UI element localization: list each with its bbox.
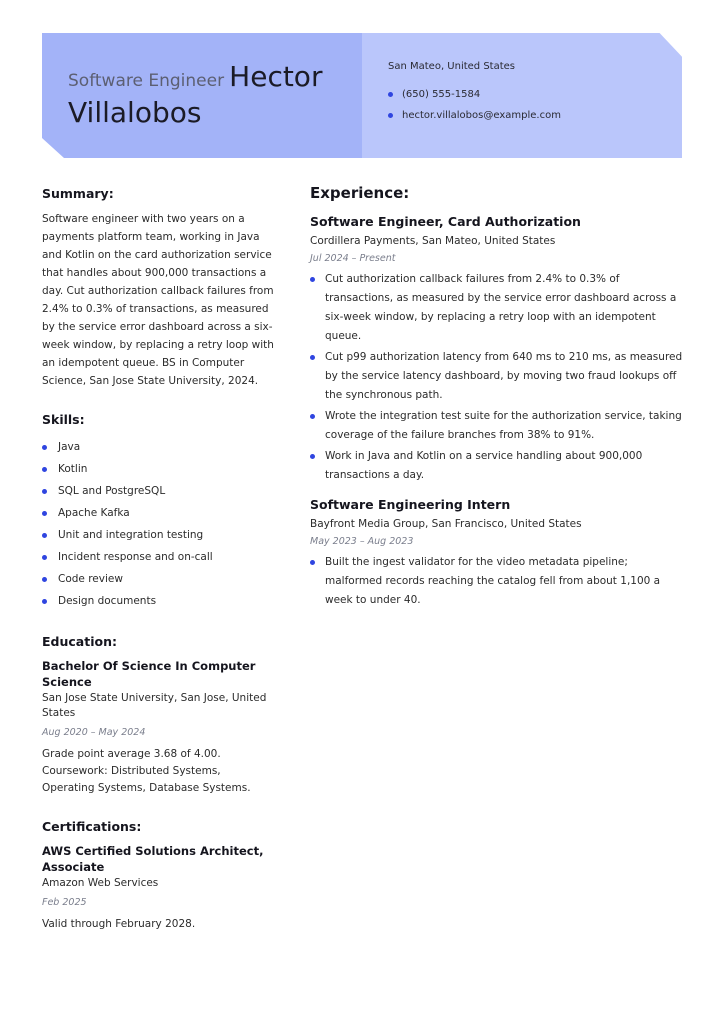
bullet-dot-icon — [42, 489, 47, 494]
job-bullets — [310, 270, 685, 485]
job-bullet — [310, 407, 685, 445]
degree-title: Bachelor Of Science In Computer Science — [42, 659, 256, 689]
education-details: Grade point average 3.68 of 4.00. Coursework: Distributed Systems, Operating Systems, Database Systems. — [42, 748, 251, 794]
email-row — [388, 105, 561, 126]
phone-row — [388, 84, 561, 105]
job-bullet — [310, 270, 685, 346]
job-role: Software Engineer — [68, 71, 225, 91]
job-dates: May 2023 – Aug 2023 — [310, 536, 414, 547]
certification-issuer: Amazon Web Services — [42, 877, 159, 889]
skills-section — [42, 412, 274, 612]
job-entry — [310, 213, 685, 485]
job-bullets — [310, 553, 685, 610]
skill-item — [42, 480, 274, 502]
job-bullet-text: Work in Java and Kotlin on a service handling about 900,000 transactions a day. — [325, 450, 643, 481]
bullet-dot-icon — [42, 511, 47, 516]
summary-section — [42, 186, 274, 390]
skill-item — [42, 458, 274, 480]
job-bullet-text: Cut p99 authorization latency from 640 ms to 210 ms, as measured by the service latency dashboard, by moving two fraud lookups off the synchronous path. — [325, 351, 683, 401]
job-bullet-text: Cut authorization callback failures from 2.4% to 0.3% of transactions, as measured by the service error dashboard across a six-week window, by replacing a retry loop with an idempotent queue. — [325, 273, 677, 342]
education-heading: Education: — [42, 634, 117, 649]
bullet-dot-icon — [310, 560, 315, 565]
skill-label: Design documents — [58, 595, 157, 607]
bullet-dot-icon — [310, 355, 315, 360]
skill-item — [42, 436, 274, 458]
skill-item — [42, 590, 274, 612]
job-title: Software Engineer, Card Authorization — [310, 214, 581, 229]
job-dates: Jul 2024 – Present — [310, 253, 396, 264]
bullet-dot-icon — [388, 92, 393, 97]
bullet-dot-icon — [42, 577, 47, 582]
name-block — [68, 61, 353, 132]
skill-item — [42, 568, 274, 590]
certification-date: Feb 2025 — [42, 897, 87, 908]
job-entry — [310, 496, 685, 610]
bullet-dot-icon — [42, 467, 47, 472]
job-bullet — [310, 553, 685, 610]
candidate-name: Hector Villalobos — [68, 60, 323, 129]
summary-heading: Summary: — [42, 186, 114, 201]
job-bullet-text: Built the ingest validator for the video metadata pipeline; malformed records reaching the catalog fell from about 1,100 a week to under 40. — [325, 556, 661, 606]
bullet-dot-icon — [388, 113, 393, 118]
skill-item — [42, 502, 274, 524]
skill-label: Incident response and on-call — [58, 551, 213, 563]
location: San Mateo, United States — [388, 61, 516, 72]
skills-list — [42, 436, 274, 612]
skill-item — [42, 524, 274, 546]
job-company: Cordillera Payments, San Mateo, United States — [310, 235, 556, 247]
right-column — [310, 184, 685, 612]
skill-label: Unit and integration testing — [58, 529, 204, 541]
education-dates: Aug 2020 – May 2024 — [42, 727, 146, 738]
certifications-section — [42, 819, 274, 933]
skill-item — [42, 546, 274, 568]
bullet-dot-icon — [42, 555, 47, 560]
job-bullet-text: Wrote the integration test suite for the authorization service, taking coverage of the failure branches from 38% to 91%. — [325, 410, 682, 441]
job-bullet — [310, 447, 685, 485]
skill-label: Java — [58, 441, 81, 453]
school-name: San Jose State University, San Jose, United States — [42, 692, 267, 719]
certification-title: AWS Certified Solutions Architect, Associate — [42, 844, 264, 874]
job-title: Software Engineering Intern — [310, 497, 511, 512]
experience-heading: Experience: — [310, 184, 410, 202]
certification-details: Valid through February 2028. — [42, 918, 196, 930]
bullet-dot-icon — [42, 533, 47, 538]
bullet-dot-icon — [42, 445, 47, 450]
contact-info — [388, 61, 561, 126]
skill-label: Code review — [58, 573, 123, 585]
bullet-dot-icon — [42, 599, 47, 604]
bullet-dot-icon — [310, 277, 315, 282]
bullet-dot-icon — [310, 454, 315, 459]
job-company: Bayfront Media Group, San Francisco, United States — [310, 518, 582, 530]
skill-label: Kotlin — [58, 463, 88, 475]
skill-label: Apache Kafka — [58, 507, 130, 519]
job-bullet — [310, 348, 685, 405]
left-column — [42, 186, 274, 933]
certifications-heading: Certifications: — [42, 819, 142, 834]
skill-label: SQL and PostgreSQL — [58, 485, 166, 497]
summary-text: Software engineer with two years on a payments platform team, working in Java and Kotlin on the card authorization service that handles about 900,000 transactions a day. Cut authorization callback failures from 2.4% to 0.3% of transactions, as measured by the service error dashboard across a six-week window, by replacing a retry loop with an idempotent queue. BS in Computer Science, San Jose State University, 2024. — [42, 213, 274, 387]
email: hector.villalobos@example.com — [402, 110, 561, 121]
education-section — [42, 634, 274, 797]
phone: (650) 555-1584 — [402, 89, 481, 100]
skills-heading: Skills: — [42, 412, 85, 427]
bullet-dot-icon — [310, 414, 315, 419]
